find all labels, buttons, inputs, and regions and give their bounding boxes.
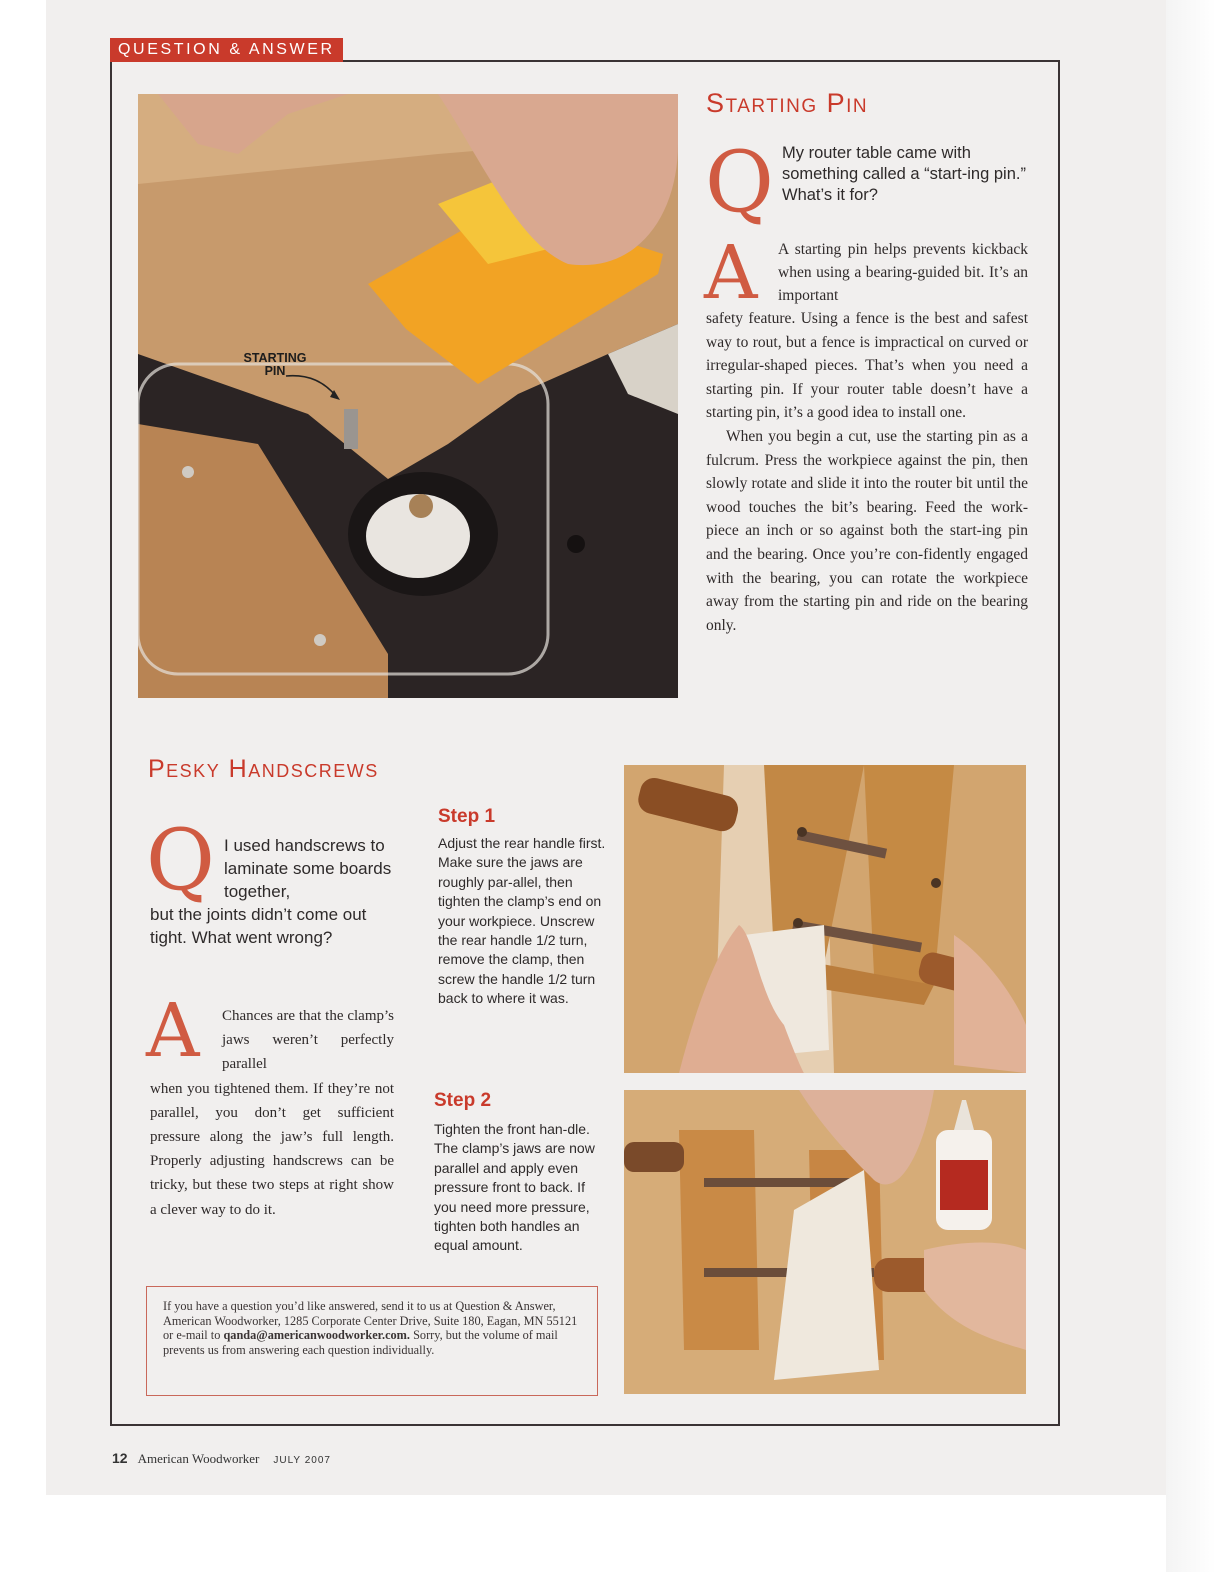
scan-edge: [1166, 0, 1216, 1572]
section-tab: QUESTION & ANSWER: [110, 38, 343, 62]
starting-pin-answer-lead: A starting pin helps prevents kickback when using a bearing-guided bit. It’s an important: [778, 241, 1028, 304]
pesky-handscrews-heading: Pesky Handscrews: [148, 755, 379, 783]
starting-pin-heading: Starting Pin: [706, 88, 869, 118]
handscrews-answer: [150, 1004, 394, 1222]
answer-dropcap: A: [146, 988, 200, 1074]
starting-pin-question: My router table came with something called a “start-ing pin.” What’s it for?: [782, 144, 1026, 204]
step1-title: Step 1: [438, 806, 496, 827]
step2-photo: [624, 1090, 1026, 1394]
page-footer: [112, 1450, 331, 1467]
magazine-name: American Woodworker: [137, 1451, 260, 1466]
callout-email[interactable]: qanda@americanwoodworker.com.: [223, 1328, 411, 1343]
answer-paragraph: When you begin a cut, use the starting pin as a fulcrum. Press the workpiece against the pin, then slowly rotate and slide it into the router bit until the wood touches the bit’s bearing. Feed the work-piece an inch or so against both the start-ing pin and the bearing. Once you’re con-fidently engaged with the bearing, you can rotate the workpiece away from the starting pin and ride on the bearing only.: [706, 427, 1028, 634]
answer-lead: Chances are that the clamp’s jaws weren’t perfectly parallel: [222, 1008, 394, 1073]
step1-photo: [624, 765, 1026, 1073]
question-lead: I used handscrews to laminate some boards together,: [224, 836, 392, 901]
submit-question-callout: [146, 1286, 598, 1396]
step2-title: Step 2: [434, 1090, 492, 1111]
starting-pin-label: STARTING PIN: [243, 351, 307, 378]
pointer-arrow: [284, 370, 344, 410]
question-dropcap: Q: [146, 811, 215, 909]
question-rest: but the joints didn’t come out tight. What went wrong?: [150, 905, 367, 947]
callout-text-after: Sorry, but the volume of mail prevents us from answering each question individually.: [163, 1328, 558, 1357]
step1-text: Adjust the rear handle first. Make sure the jaws are roughly par-allel, then tighten the clamp’s end on your workpiece. Unscrew the rear handle 1/2 turn, remove the clamp, then screw the handle 1/2 turn back to where it was.: [438, 835, 606, 1007]
handscrews-question: [150, 834, 394, 949]
answer-paragraph: safety feature. Using a fence is the best and safest way to rout, but a fence is impractical on curved or irregular-shaped pieces. That’s when you need a starting pin. If your router table doesn’t have a starting pin, it’s a good idea to install one.: [706, 310, 1028, 422]
callout-text: If you have a question you’d like answered, send it to us at Question & Answer, American Woodworker, 1285 Corporate Center Drive, Suite 180, Eagan, MN 55121 or e-mail to: [163, 1299, 578, 1343]
answer-rest: when you tightened them. If they’re not parallel, you don’t get sufficient pressure along the jaw’s full length. Properly adjusting handscrews can be tricky, but these two steps at right show a clever way to do it.: [150, 1080, 394, 1218]
step2-text: Tighten the front han-dle. The clamp’s jaws are now parallel and apply even pressure front to back. If you need more pressure, tighten both handles an equal amount.: [434, 1121, 595, 1254]
issue-date: JULY 2007: [273, 1455, 331, 1466]
starting-pin-answer-body: [706, 307, 1028, 637]
answer-dropcap: A: [704, 230, 758, 316]
router-table-photo: [138, 94, 678, 698]
page-number: 12: [112, 1450, 128, 1466]
question-dropcap: Q: [705, 133, 774, 231]
